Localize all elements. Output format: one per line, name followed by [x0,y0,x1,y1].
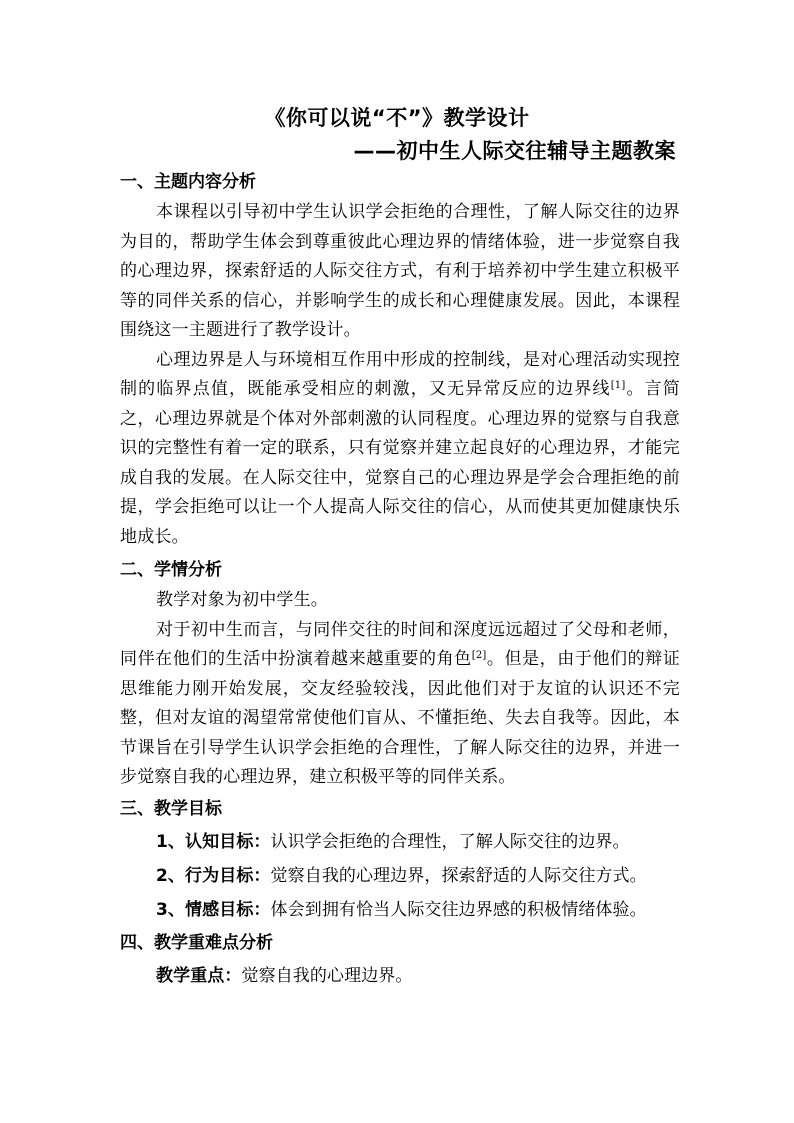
objective-number: 2、 [156,865,186,886]
citation-2: [2] [471,650,487,661]
key-point [120,959,680,993]
objective-behavioral [120,859,680,893]
key-point-text: 觉察自我的心理边界。 [241,965,413,986]
paragraph-text: 。但是，由于他们的辩证思维能力刚开始发展，交友经验较浅，因此他们对于友谊的认识还不完整，但对友谊的渴望常常使他们盲从、不懂拒绝、失去自我等。因此，本节课旨在引导学生认识学会拒绝的合理性，了解人际交往的边界，并进一步觉察自我的心理边界，建立积极平等的同伴关系。 [120,649,681,787]
paragraph: 教学对象为初中学生。 [156,590,328,610]
document-subtitle: ——初中生人际交往辅导主题教案 [353,139,676,163]
paragraph-text: 对于初中生而言，与同伴交往的时间和深度远远超过了父母和老师，同伴在他们的生活中扮演着越来越重要的角色 [120,619,680,669]
section-student-analysis [120,560,680,793]
objective-label: 认知目标： [185,831,271,852]
document-title: 《你可以说“不”》教学设计 [264,106,530,130]
objective-label: 行为目标： [185,865,271,886]
section-teaching-objectives [120,799,680,927]
section-content-analysis [120,172,680,552]
section-key-difficulties [120,933,680,993]
objective-emotional [120,893,680,927]
objective-text: 体会到拥有恰当人际交往边界感的积极情绪体验。 [270,899,647,920]
objective-text: 觉察自我的心理边界，探索舒适的人际交往方式。 [270,865,647,886]
objective-text: 认识学会拒绝的合理性，了解人际交往的边界。 [270,831,630,852]
paragraph [120,346,680,553]
paragraph [120,616,680,793]
objective-cognitive [120,825,680,859]
key-point-label: 教学重点： [156,965,242,986]
paragraph-text: 心理边界是人与环境相互作用中形成的控制线，是对心理活动实现控制的临界点值，既能承受相应的刺激，又无异常反应的边界线 [120,349,680,399]
objective-number: 1、 [156,831,186,852]
objective-number: 3、 [156,899,186,920]
document-body [120,172,680,993]
paragraph: 本课程以引导初中学生认识学会拒绝的合理性，了解人际交往的边界为目的，帮助学生体会到尊重彼此心理边界的情绪体验，进一步觉察自我的心理边界，探索舒适的人际交往方式，有利于培养初中学生建立积极平等的同伴关系的信心，并影响学生的成长和心理健康发展。因此，本课程围绕这一主题进行了教学设计。 [120,202,680,340]
objective-label: 情感目标： [185,899,271,920]
paragraph-text: 言简之，心理边界就是个体对外部刺激的认同程度。心理边界的觉察与自我意识的完整性有着一定的联系，只有觉察并建立起良好的心理边界，才能完成自我的发展。在人际交往中，觉察自己的心理边界是学会合理拒绝的前提，学会拒绝可以让一个人提高人际交往的信心，从而使其更加健康快乐地成长。 [120,379,680,547]
section-heading: 三、教学目标 [120,798,222,819]
section-heading: 一、主题内容分析 [120,172,256,192]
section-heading: 四、教学重难点分析 [120,932,273,953]
section-heading: 二、学情分析 [120,560,222,580]
citation-1: [1] [610,380,626,391]
paragraph-text: 。 [625,379,645,399]
